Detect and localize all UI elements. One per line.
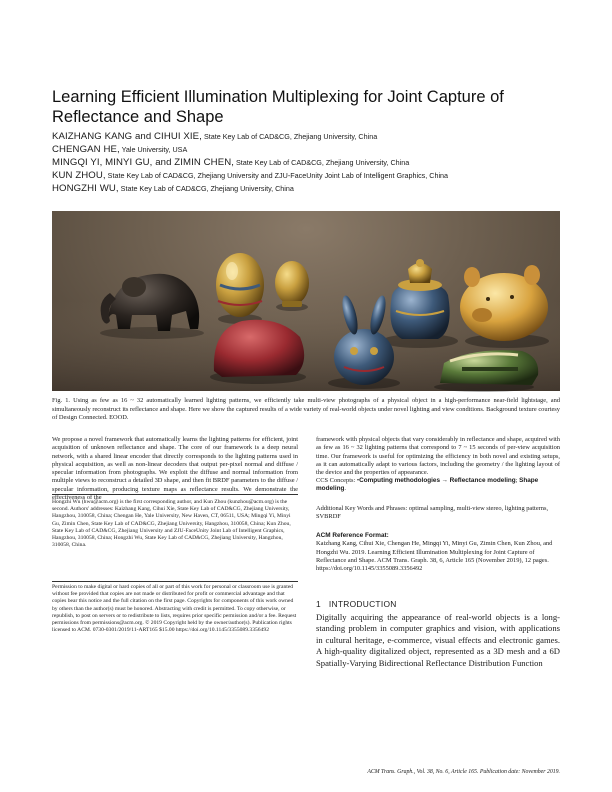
section-heading-introduction: 1 INTRODUCTION (316, 599, 397, 609)
permission-rule (52, 581, 298, 582)
ccs-shape-modeling: Shape modeling (316, 477, 539, 493)
paper-title: Learning Efficient Illumination Multiplexing for Joint Capture of Reflectance and Shape (52, 88, 504, 127)
author-line (52, 143, 572, 156)
ccs-computing-methodologies: Computing methodologies (359, 477, 441, 484)
abstract-right-column: framework with physical objects that vary considerably in reflectance and shape, acquired with as few as 16 ~ 32 lighting patterns that correspond to 7 ~ 15 seconds of per-view acquisition time. Our framework is useful for optimizing the efficiency in both novel and existing setups, as it can automatically adapt to various factors, including the geometry / the lighting layout of the device and the properties of appearance. (316, 436, 560, 477)
keywords: Additional Key Words and Phrases: optimal sampling, multi-view stereo, lighting patterns, SVBRDF (316, 505, 549, 521)
figure-caption: Fig. 1. Using as few as 16 ~ 32 automatically learned lighting patterns, we efficiently take multi-view photographs of a physical object in a high-performance near-field lightstage, and simultaneously reconstruct its reflectance and shape. Here we show the captured results of a wide variety of real-world objects under novel lighting and view conditions. Background texture courtesy of Design Connected. EOOD. (52, 397, 560, 422)
author-names: HONGZHI WU, (52, 183, 119, 194)
author-line (52, 182, 572, 195)
author-line (52, 130, 572, 143)
author-names: KAIZHANG KANG and CIHUI XIE, (52, 131, 202, 142)
ccs-concepts (316, 477, 560, 494)
author-affiliation: State Key Lab of CAD&CG, Zhejiang University, China (234, 158, 410, 167)
permission-note: Permission to make digital or hard copies of all or part of this work for personal or classroom use is granted without fee provided that copies are not made or distributed for profit or commercial advantage and that copies bear this notice and the full citation on the first page. Copyrights for components of this work owned by others than the author(s) must be honored. Abstracting with credit is permitted. To copy otherwise, or republish, to post on servers or to redistribute to lists, requires prior specific permission and/or a fee. Request permissions from permissions@acm.org. © 2019 Copyright held by the owner/author(s). Publication rights licensed to ACM. 0730-0301/2019/11-ART165 $15.00 https://doi.org/10.1145/3355089.3356492 (52, 584, 297, 634)
ccs-arrow: → (440, 477, 450, 484)
introduction-text: Digitally acquiring the appearance of real-world objects is a long-standing problem in computer graphics and vision, with applications in cultural heritage, e-commerce, visual effects and electronic games. A high-quality digitalized object, represented as a 3D mesh and a 6D Spatially-Varying Bidirectional Reflectance Distribution Function (316, 612, 560, 668)
author-affiliation: State Key Lab of CAD&CG, Zhejiang University, China (118, 184, 294, 193)
author-names: CHENGAN HE, (52, 144, 120, 155)
teaser-figure (52, 211, 560, 391)
author-line (52, 156, 572, 169)
author-names: MINGQI YI, MINYI GU, and ZIMIN CHEN, (52, 157, 234, 168)
footnote-rule (52, 494, 298, 495)
journal-footer: ACM Trans. Graph., Vol. 38, No. 6, Article 165. Publication date: November 2019. (367, 769, 560, 775)
ccs-end: . (344, 485, 347, 493)
author-affiliation: Yale University, USA (119, 145, 188, 154)
author-affiliation: State Key Lab of CAD&CG, Zhejiang University and ZJU-FaceUnity Joint Lab of Intelligent Graphics, China (105, 171, 449, 180)
author-line (52, 169, 572, 182)
author-names: KUN ZHOU, (52, 170, 106, 181)
elephant-object (100, 274, 204, 339)
teaser-render (52, 211, 560, 391)
author-affiliation: State Key Lab of CAD&CG, Zhejiang University, China (201, 132, 378, 141)
acm-reference-text: Kaizhang Kang, Cihui Xie, Chengan He, Mingqi Yi, Minyi Gu, Zimin Chen, Kun Zhou, and Hongzhi Wu. 2019. Learning Efficient Illumination Multiplexing for Joint Capture of Reflectance and Shape. ACM Trans. Graph. 38, 6, Article 165 (November 2019), 12 pages. https://doi.org/10.1145/3355089.3356492 (316, 540, 553, 573)
acm-reference (316, 532, 560, 573)
acm-reference-heading: ACM Reference Format: (316, 532, 389, 539)
ccs-reflectance-modeling: Reflectance modeling (449, 477, 516, 484)
ccs-separator: ; (515, 477, 520, 484)
author-addresses-note: Hongzhi Wu (hwu@acm.org) is the first corresponding author, and Kun Zhou (kunzhou@acm.org) is the second. Authors' addresses: Kaizhang Kang, Cihui Xie, State Key Lab of CAD&CG, Zhejiang University, Hangzhou, 310058, China; Chengan He, Yale University, New Haven, CT, 06511, USA; Mingqi Yi, Minyi Gu, Zimin Chen, State Key Lab of CAD&CG, Zhejiang University, Hangzhou, 310058, China; Kun Zhou, State Key Lab of CAD&CG, Zhejiang University and ZJU-FaceUnity Joint Lab of Intelligent Graphics, Hangzhou, 310058, China; Hongzhi Wu, State Key Lab of CAD&CG, Zhejiang University, Hangzhou, 310058, China. (52, 499, 291, 549)
abstract-left-column: We propose a novel framework that automatically learns the lighting patterns for efficient, joint acquisition of unknown reflectance and shape. The core of our framework is a deep neural network, with a shared linear encoder that directly corresponds to the lighting patterns used in physical acquisition, as well as non-linear decoders that output per-pixel normal and diffuse / specular information from photographs. We exploit the diffuse and normal information from multiple views to reconstruct a detailed 3D shape, and then fit BRDF parameters to the diffuse / specular information, producing texture maps as reflectance results. We demonstrate the effectiveness of the (52, 436, 298, 502)
ccs-label: CCS Concepts: • (316, 477, 360, 484)
author-block (52, 130, 572, 195)
